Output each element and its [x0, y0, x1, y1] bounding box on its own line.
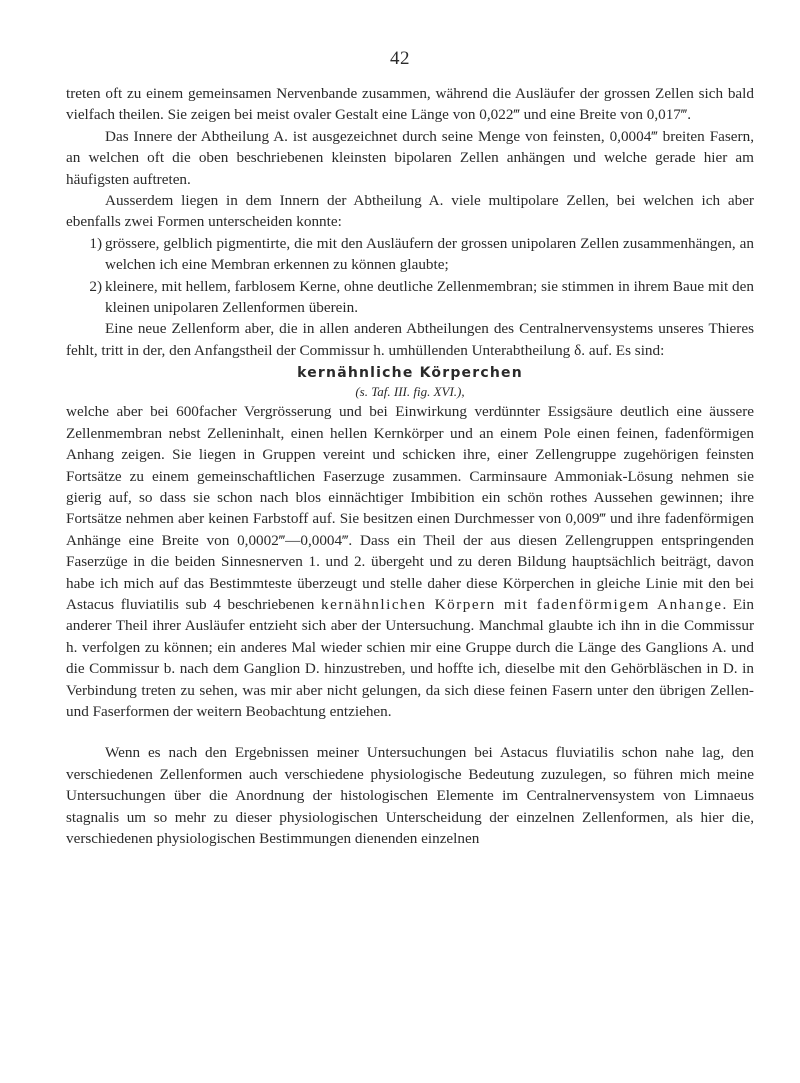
paragraph-4: Eine neue Zellenform aber, die in allen anderen Abtheilungen des Centralnervensystems unseres Thieres fehlt, tritt in der, den Anfangstheil der Commissur h. umhüllenden Unterabtheilung δ. auf. Es sind:	[66, 320, 754, 359]
list-text: grössere, gelblich pigmentirte, die mit den Ausläufern der grossen unipolaren Zellen zusammenhängen, an welchen ich eine Membran erkennen zu können glaubte;	[105, 234, 754, 274]
figure-reference: (s. Taf. III. fig. XVI.),	[355, 384, 465, 400]
body-text	[66, 83, 754, 849]
emphasized-term: kernähnlichen Körpern mit fadenförmigem Anhange	[320, 595, 723, 613]
list-item-1	[66, 233, 754, 276]
list-item-2	[66, 276, 754, 319]
paragraph-5-part-a: welche aber bei 600facher Vergrösserung und bei Einwirkung verdünnter Essigsäure deutlich eine äussere Zellenmembran nebst Zelleninhalt, einen hellen Kernkörper und an einem Pole einen feinen, fadenförmigen Anhang zeigen. Sie liegen in Gruppen vereint und schicken ihre, einer Zellengruppe zugehörigen feinsten Fortsätze zu einem gemeinschaftlichen Faserzuge zusammen. Carminsaure Ammoniak-Lösung nehmen sie gierig auf, so dass sie schon nach blos einnächtiger Imbibition ein schön rothes Aussehen gewinnen; ihre Fortsätze nehmen aber keinen Farbstoff auf. Sie besitzen einen Durchmesser von 0,009‴ und ihre fadenförmigen Anhänge eine Breite von 0,0002‴—0,0004‴. Dass ein Theil der aus diesen Zellengruppen entspringenden Faserzüge in die beiden Sinnesnerven 1. und 2. übergeht und zu deren Bildung hauptsächlich beiträgt, davon habe ich mich auf das Bestimmteste überzeugt und stelle daher diese Körperchen in gleiche Linie mit den bei Astacus fluviatilis sub 4 beschriebenen	[66, 403, 754, 613]
paragraph-3: Ausserdem liegen in dem Innern der Abtheilung A. viele multipolare Zellen, bei welchen ich aber ebenfalls zwei Formen unterscheiden konnte:	[66, 192, 754, 231]
list-text: kleinere, mit hellem, farblosem Kerne, ohne deutliche Zellenmembran; sie stimmen in ihrem Baue mit den kleinen unipolaren Zellenformen überein.	[105, 277, 754, 317]
paragraph-5-part-b: . Ein anderer Theil ihrer Ausläufer entzieht sich aber der Untersuchung. Manchmal glaubte ich ihn in die Commissur h. verfolgen zu können; ein anderes Mal wieder schien mir eine Gruppe durch die Länge des Ganglions A. und die Commissur b. nach dem Ganglion D. hinzustreben, und hoffte ich, dieselbe mit den Gehörbläschen in D. in Verbindung treten zu sehen, was mir aber nicht gelungen, da sich diese feinen Fasern unter den übrigen Zellen- und Faserformen der weitern Beobachtung entziehen.	[66, 595, 754, 720]
paragraph-1: treten oft zu einem gemeinsamen Nervenbande zusammen, während die Ausläufer der grossen Zellen sich bald vielfach theilen. Sie zeigen bei meist ovaler Gestalt eine Länge von 0,022‴ und eine Breite von 0,017‴.	[66, 85, 754, 124]
paragraph-5	[66, 401, 754, 722]
paragraph-gap	[66, 722, 754, 742]
list-number: 2)	[89, 277, 102, 295]
list-number: 1)	[89, 234, 102, 252]
paragraph-6: Wenn es nach den Ergebnissen meiner Untersuchungen bei Astacus fluviatilis schon nahe lag, den verschiedenen Zellenformen auch verschiedene physiologische Bedeutung zuzulegen, so führen mich meine Untersuchungen über die Anordnung der histologischen Elemente im Centralnervensystem von Limnaeus stagnalis um so mehr zu dieser physiologischen Unterscheidung der einzelnen Zellenformen, als hier die, verschiedenen physiologischen Bestimmungen dienenden einzelnen	[66, 744, 754, 847]
paragraph-2: Das Innere der Abtheilung A. ist ausgezeichnet durch seine Menge von feinsten, 0,0004‴ breiten Fasern, an welchen oft die oben beschriebenen kleinsten bipolaren Zellen anhängen und welche gerade hier am häufigsten auftreten.	[66, 127, 754, 188]
page-number: 42	[390, 48, 410, 69]
section-heading: kernähnliche Körperchen	[297, 365, 523, 382]
